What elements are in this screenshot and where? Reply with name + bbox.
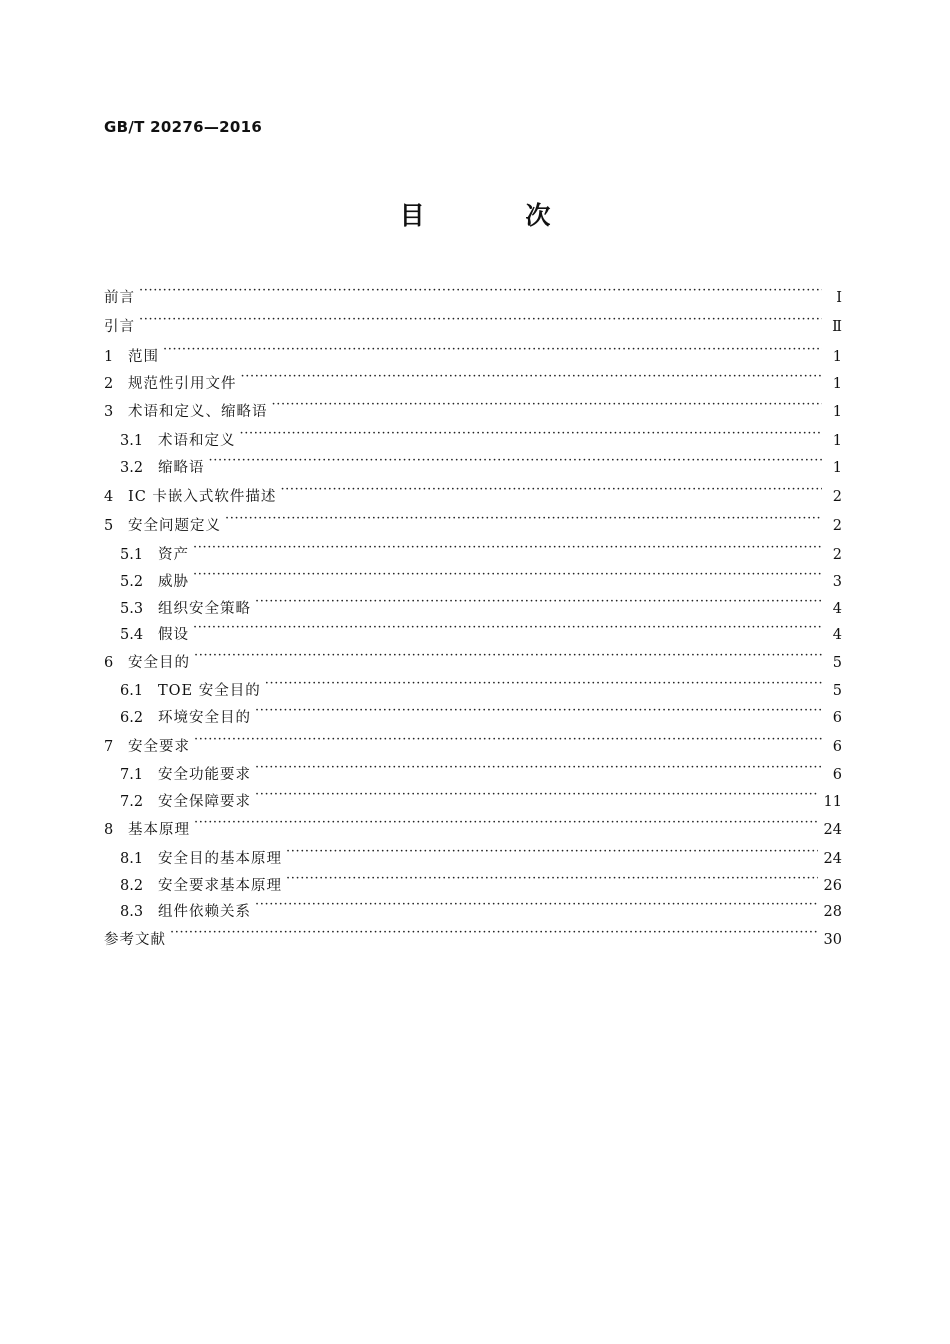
toc-entry-label: 假设 — [158, 627, 189, 643]
toc-leader-dots — [170, 922, 818, 944]
toc-leader-dots — [194, 645, 822, 667]
toc-entry-label: 威胁 — [158, 574, 189, 590]
toc-entry-label: 参考文献 — [104, 932, 166, 948]
toc-entry[interactable] — [104, 394, 842, 420]
toc-entry-page: 2 — [832, 518, 842, 534]
toc-entry-label: 资产 — [158, 547, 189, 563]
toc-entry-page: 26 — [823, 878, 842, 894]
toc-entry-number: 6 — [104, 655, 114, 671]
toc-leader-dots — [139, 309, 822, 331]
toc-entry-page: 11 — [823, 794, 842, 810]
toc-entry-label: 前言 — [104, 290, 135, 306]
toc-entry[interactable] — [120, 841, 842, 867]
toc-entry-number: 3 — [104, 404, 114, 420]
toc-entry-page: 4 — [832, 627, 842, 643]
toc-entry-number: 3.1 — [120, 433, 144, 449]
toc-entry[interactable] — [120, 537, 842, 563]
toc-entry-number: 8 — [104, 822, 114, 838]
toc-leader-dots — [255, 757, 822, 779]
toc-leader-dots — [265, 673, 822, 695]
toc-entry-number: 6.2 — [120, 710, 144, 726]
toc-entry-page: 1 — [832, 433, 842, 449]
toc-entry-label: 环境安全目的 — [158, 710, 251, 726]
toc-entry[interactable] — [104, 922, 842, 948]
toc-entry-page: 3 — [832, 574, 842, 590]
toc-entry[interactable] — [120, 868, 842, 894]
toc-entry[interactable] — [120, 423, 842, 449]
toc-entry-label: 安全要求 — [128, 739, 190, 755]
toc-entry-page: 1 — [832, 376, 842, 392]
toc-leader-dots — [241, 366, 823, 388]
toc-entry-page: 5 — [832, 683, 842, 699]
toc-entry-number: 7.1 — [120, 767, 144, 783]
toc-entry-label: 安全目的 — [128, 655, 190, 671]
toc-entry-label: 引言 — [104, 319, 135, 335]
toc-leader-dots — [255, 591, 822, 613]
toc-entry-label: 规范性引用文件 — [128, 376, 237, 392]
toc-leader-dots — [255, 700, 822, 722]
toc-leader-dots — [240, 423, 823, 445]
toc-entry-number: 8.2 — [120, 878, 144, 894]
toc-entry-page: 1 — [832, 460, 842, 476]
toc-entry-page: 6 — [832, 710, 842, 726]
standard-code: GB/T 20276—2016 — [104, 118, 263, 136]
toc-entry-label: 基本原理 — [128, 822, 190, 838]
toc-entry-label: 组织安全策略 — [158, 601, 251, 617]
toc-entry-label: 安全保障要求 — [158, 794, 251, 810]
toc-leader-dots — [193, 537, 822, 559]
toc-entry-page: 2 — [832, 547, 842, 563]
toc-entry-label: 安全要求基本原理 — [158, 878, 282, 894]
toc-entry-label: 术语和定义、缩略语 — [128, 404, 268, 420]
toc-entry[interactable] — [104, 729, 842, 755]
toc-entry-page: 5 — [832, 655, 842, 671]
toc-entry-label: 术语和定义 — [158, 433, 236, 449]
toc-leader-dots — [255, 784, 818, 806]
toc-entry-label: 范围 — [128, 349, 159, 365]
toc-entry-number: 7 — [104, 739, 114, 755]
toc-leader-dots — [193, 617, 822, 639]
toc-leader-dots — [194, 729, 822, 751]
toc-entry-page: Ⅰ — [836, 290, 842, 306]
toc-entry[interactable] — [120, 450, 842, 476]
toc-entry-page: 2 — [832, 489, 842, 505]
toc-entry[interactable] — [120, 757, 842, 783]
page-title: 目 次 — [399, 201, 597, 230]
toc-entry-number: 7.2 — [120, 794, 144, 810]
toc-leader-dots — [286, 868, 818, 890]
toc-entry-page: 6 — [832, 739, 842, 755]
toc-entry-page: 30 — [823, 932, 842, 948]
toc-entry-label: 安全功能要求 — [158, 767, 251, 783]
toc-entry-label: 组件依赖关系 — [158, 904, 251, 920]
toc-leader-dots — [225, 508, 822, 530]
toc-entry[interactable] — [104, 366, 842, 392]
toc-entry-number: 5.2 — [120, 574, 144, 590]
toc-entry-page: 1 — [832, 349, 842, 365]
toc-entry[interactable] — [104, 645, 842, 671]
toc-entry[interactable] — [120, 673, 842, 699]
toc-leader-dots — [194, 812, 818, 834]
toc-entry[interactable] — [104, 280, 842, 306]
toc-entry-page: Ⅱ — [832, 319, 842, 335]
toc-leader-dots — [272, 394, 823, 416]
toc-entry[interactable] — [120, 894, 842, 920]
toc-entry[interactable] — [104, 339, 842, 365]
toc-leader-dots — [193, 564, 822, 586]
toc-entry[interactable] — [120, 784, 842, 810]
toc-leader-dots — [286, 841, 818, 863]
toc-leader-dots — [209, 450, 823, 472]
toc-entry-label: IC 卡嵌入式软件描述 — [128, 489, 277, 505]
toc-entry-number: 2 — [104, 376, 114, 392]
toc-entry[interactable] — [120, 591, 842, 617]
toc-entry-label: TOE 安全目的 — [158, 683, 261, 699]
toc-leader-dots — [163, 339, 822, 361]
toc-entry-number: 8.3 — [120, 904, 144, 920]
toc-entry-page: 6 — [832, 767, 842, 783]
toc-entry[interactable] — [120, 564, 842, 590]
toc-entry[interactable] — [104, 309, 842, 335]
toc-entry-number: 8.1 — [120, 851, 144, 867]
toc-entry-number: 5.3 — [120, 601, 144, 617]
toc-entry-number: 4 — [104, 489, 114, 505]
toc-entry[interactable] — [120, 617, 842, 643]
toc-entry-page: 24 — [823, 851, 842, 867]
toc-entry[interactable] — [104, 812, 842, 838]
toc-leader-dots — [139, 280, 822, 302]
toc-entry-number: 6.1 — [120, 683, 144, 699]
toc-entry-page: 4 — [832, 601, 842, 617]
toc-entry-number: 5.4 — [120, 627, 144, 643]
toc-entry-number: 5.1 — [120, 547, 144, 563]
toc-leader-dots — [255, 894, 818, 916]
toc-entry-page: 24 — [823, 822, 842, 838]
toc-entry-number: 5 — [104, 518, 114, 534]
toc-entry[interactable] — [104, 508, 842, 534]
toc-entry-label: 安全目的基本原理 — [158, 851, 282, 867]
toc-entry[interactable] — [120, 700, 842, 726]
toc-entry-page: 28 — [823, 904, 842, 920]
toc-entry-number: 3.2 — [120, 460, 144, 476]
toc-entry-number: 1 — [104, 349, 114, 365]
toc-entry-label: 缩略语 — [158, 460, 205, 476]
toc-leader-dots — [280, 479, 822, 501]
toc-entry-label: 安全问题定义 — [128, 518, 221, 534]
toc-entry[interactable] — [104, 479, 842, 505]
toc-entry-page: 1 — [832, 404, 842, 420]
